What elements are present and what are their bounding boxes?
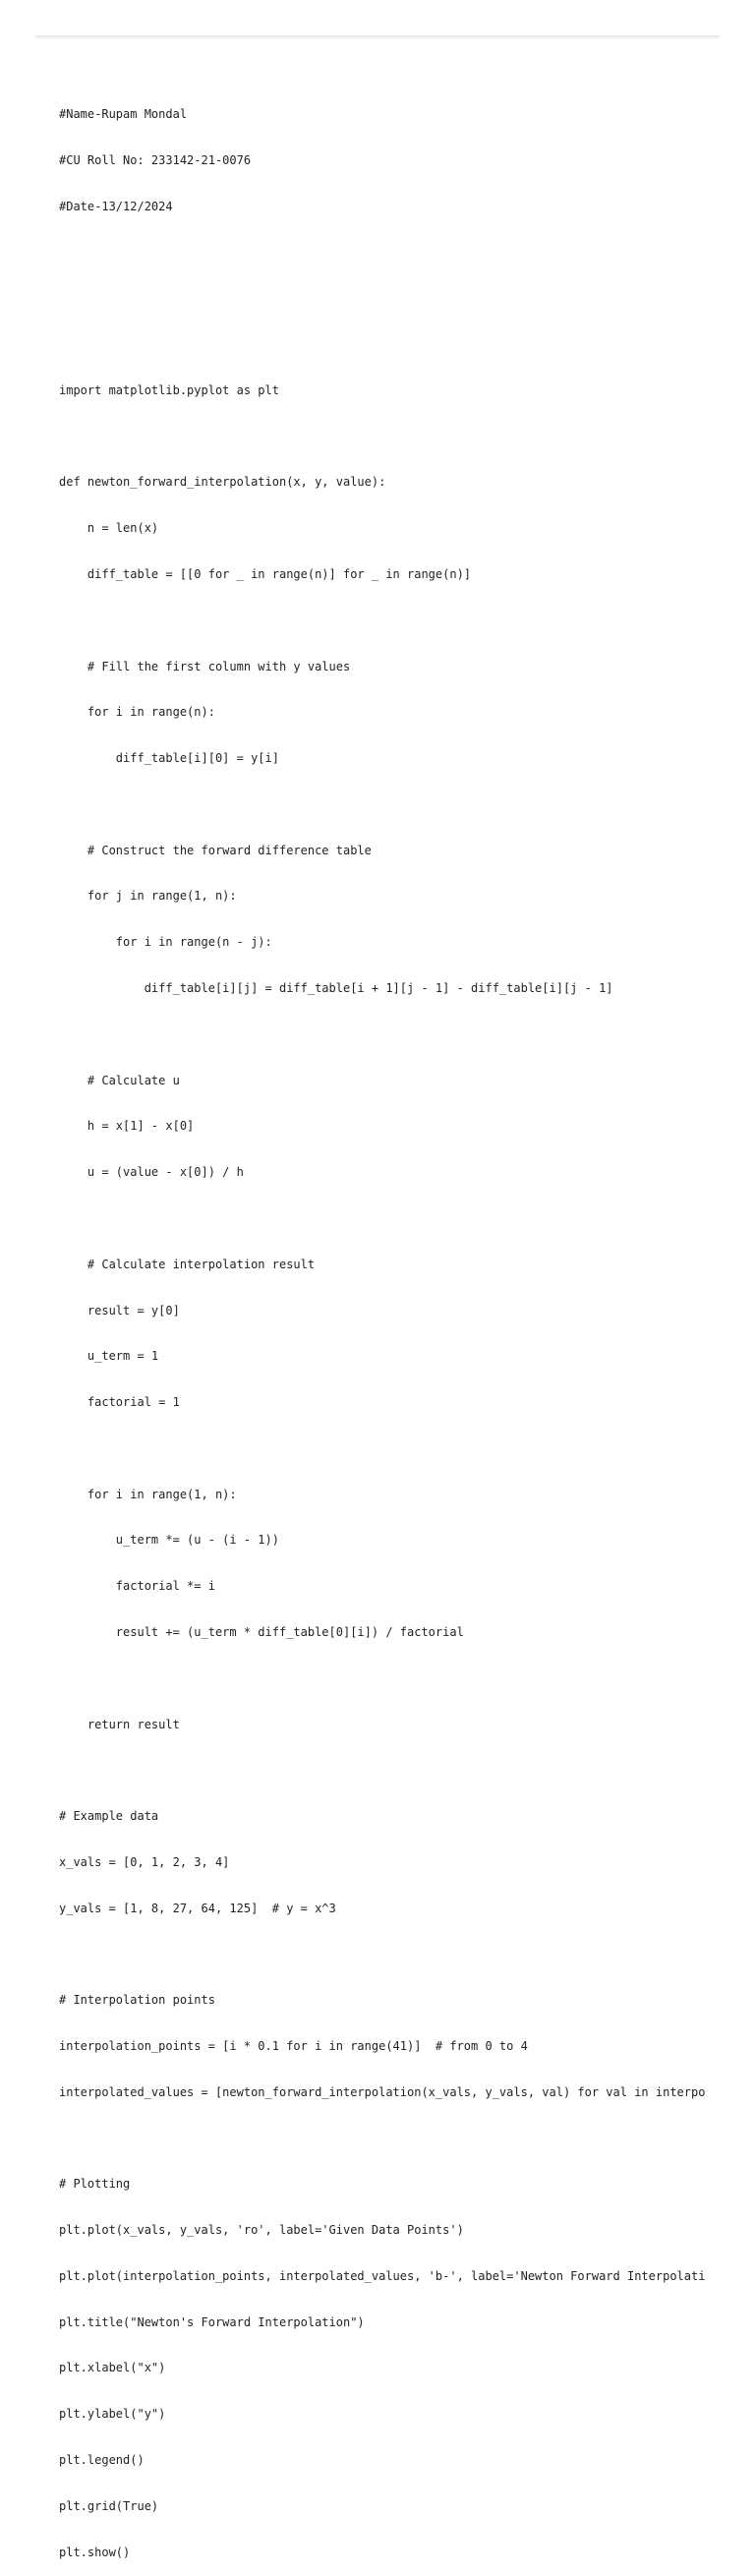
code-line-import: import matplotlib.pyplot as plt [59, 382, 279, 397]
code-line: factorial *= i [59, 1579, 215, 1594]
code-line-blank [59, 291, 755, 307]
code-line: u = (value - x[0]) / h [59, 1165, 244, 1180]
code-line: diff_table[i][0] = y[i] [59, 751, 279, 766]
code-line: plt.xlabel("x") [59, 2361, 166, 2375]
code-line: diff_table = [[0 for _ in range(n)] for _ in range(n)] [59, 567, 472, 581]
code-line: plt.grid(True) [59, 2498, 159, 2513]
code-line: plt.title("Newton's Forward Interpolation") [59, 2314, 365, 2329]
code-line-comment: # Interpolation points [59, 1993, 215, 2008]
code-line-comment: # Plotting [59, 2177, 131, 2192]
code-line-blank [59, 1947, 755, 1962]
page-top-divider [35, 35, 720, 37]
code-line-blank [59, 614, 755, 629]
code-line: for j in range(1, n): [59, 889, 237, 904]
code-line: x_vals = [0, 1, 2, 3, 4] [59, 1854, 230, 1869]
code-line: u_term *= (u - (i - 1)) [59, 1533, 279, 1548]
code-line: plt.legend() [59, 2453, 145, 2468]
code-line: n = len(x) [59, 521, 159, 536]
code-line-def: def newton_forward_interpolation(x, y, value): [59, 475, 386, 490]
code-line-comment-date: #Date-13/12/2024 [59, 199, 173, 213]
code-line-truncated: interpolated_values = [newton_forward_interpolation(x_vals, y_vals, val) for val in interpo [59, 2084, 706, 2099]
code-line-blank [59, 2132, 755, 2147]
code-line-blank [59, 337, 755, 353]
code-line-comment-name: #Name-Rupam Mondal [59, 107, 188, 122]
code-line-blank [59, 1027, 755, 1043]
code-line-blank [59, 430, 755, 445]
code-line: result += (u_term * diff_table[0][i]) / factorial [59, 1624, 464, 1639]
code-line-return: return result [59, 1717, 180, 1731]
code-line-comment: # Construct the forward difference table [59, 843, 372, 857]
code-line: u_term = 1 [59, 1349, 159, 1364]
code-line: result = y[0] [59, 1303, 180, 1317]
code-line: for i in range(n - j): [59, 935, 272, 950]
code-line-blank [59, 797, 755, 813]
code-line: plt.plot(x_vals, y_vals, 'ro', label='Given Data Points') [59, 2223, 464, 2238]
code-line-blank [59, 1671, 755, 1687]
code-line-comment-roll: #CU Roll No: 233142-21-0076 [59, 152, 252, 167]
code-line: diff_table[i][j] = diff_table[i + 1][j - 1] - diff_table[i][j - 1] [59, 981, 613, 996]
code-line: h = x[1] - x[0] [59, 1119, 195, 1134]
code-line: factorial = 1 [59, 1395, 180, 1410]
code-line: plt.show() [59, 2545, 131, 2559]
code-line-truncated: plt.plot(interpolation_points, interpolated_values, 'b-', label='Newton Forward Interpolati [59, 2268, 706, 2283]
code-line: for i in range(1, n): [59, 1487, 237, 1501]
code-line-blank [59, 1211, 755, 1227]
code-line-comment: # Calculate interpolation result [59, 1257, 316, 1271]
code-line-comment: # Calculate u [59, 1073, 180, 1087]
code-line-blank [59, 1441, 755, 1457]
code-listing [59, 77, 755, 2576]
code-line-comment: # Example data [59, 1809, 159, 1824]
code-line: for i in range(n): [59, 705, 215, 720]
code-line: interpolation_points = [i * 0.1 for i in range(41)] # from 0 to 4 [59, 2039, 528, 2053]
code-line-blank [59, 246, 755, 262]
code-line: y_vals = [1, 8, 27, 64, 125] # y = x^3 [59, 1901, 336, 1915]
code-line-blank [59, 1763, 755, 1779]
code-line: plt.ylabel("y") [59, 2407, 166, 2422]
code-line-comment: # Fill the first column with y values [59, 659, 351, 673]
